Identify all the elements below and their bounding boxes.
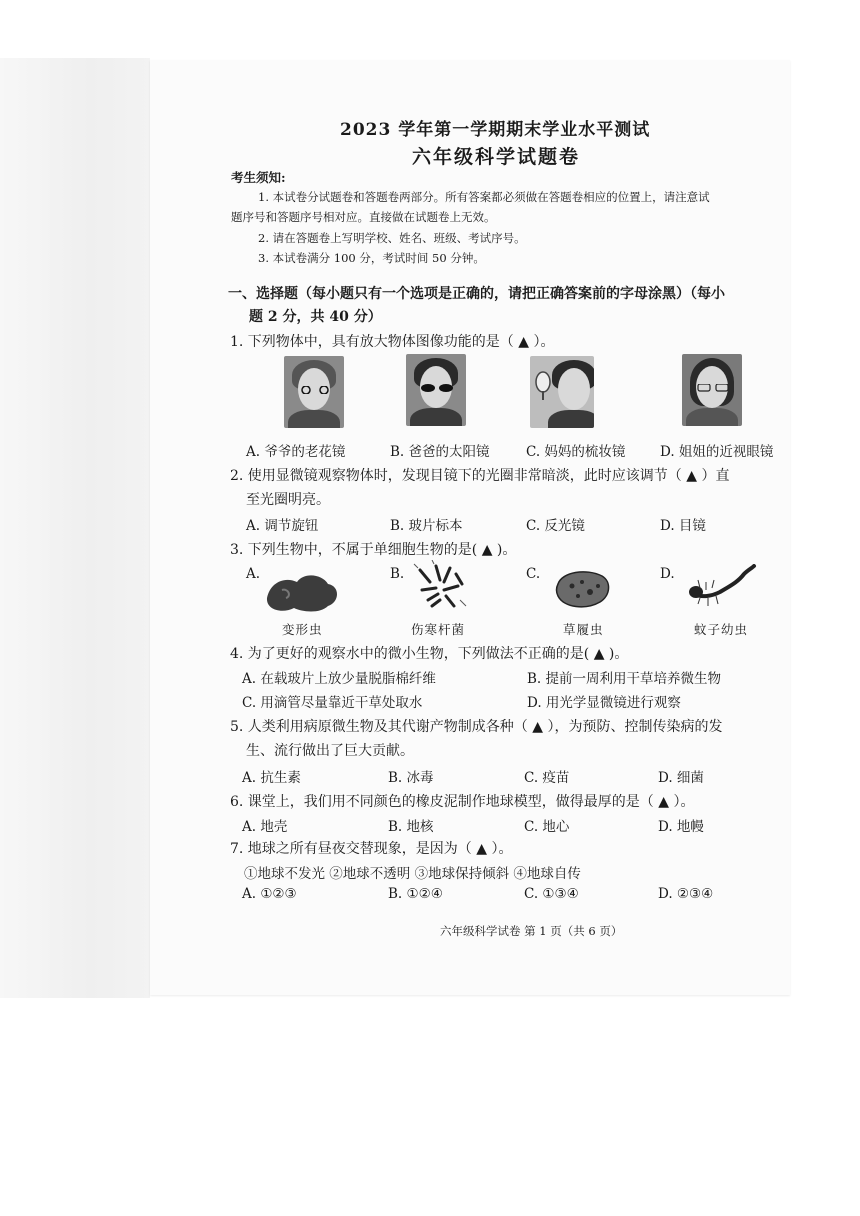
question-3-option-b[interactable]: B. [390, 566, 405, 582]
question-6-stem: 6. 课堂上，我们用不同颜色的橡皮泥制作地球模型，做得最厚的是（ ▲ ）。 [230, 794, 695, 810]
notice-heading: 考生须知: [231, 170, 286, 185]
question-7-stem: 7. 地球之所有昼夜交替现象，是因为（ ▲ ）。 [230, 841, 513, 857]
question-4-option-a[interactable]: A. 在载玻片上放少量脱脂棉纤维 [242, 671, 436, 687]
glasses-girl-photo-icon [682, 354, 742, 426]
paramecium-icon [552, 566, 614, 612]
question-1-option-b[interactable]: B. 爸爸的太阳镜 [390, 444, 490, 460]
question-3-option-a[interactable]: A. [246, 566, 261, 582]
question-3-label-a: 变形虫 [282, 622, 323, 637]
question-7-option-d[interactable]: D. ②③④ [658, 886, 714, 902]
scan-margin [0, 58, 150, 998]
question-1-option-a[interactable]: A. 爷爷的老花镜 [246, 444, 346, 460]
section-1-header-line-1: 一、选择题（每小题只有一个选项是正确的，请把正确答案前的字母涂黑）（每小 [228, 286, 725, 302]
question-6-option-c[interactable]: C. 地心 [524, 819, 570, 835]
question-3-stem: 3. 下列生物中，不属于单细胞生物的是( ▲ )。 [230, 542, 517, 558]
question-2-option-c[interactable]: C. 反光镜 [526, 518, 585, 534]
question-5-option-c[interactable]: C. 疫苗 [524, 770, 570, 786]
amoeba-icon [262, 568, 342, 616]
question-6-option-d[interactable]: D. 地幔 [658, 819, 704, 835]
grandpa-photo-icon [284, 356, 344, 428]
question-1-option-d[interactable]: D. 姐姐的近视眼镜 [660, 444, 774, 460]
exam-title: 2023 学年第一学期期末学业水平测试 [340, 120, 651, 140]
section-1-header-line-2: 题 2 分，共 40 分） [249, 309, 382, 325]
question-7-statements: ①地球不发光 ②地球不透明 ③地球保持倾斜 ④地球自传 [244, 866, 581, 882]
question-2-option-b[interactable]: B. 玻片标本 [390, 518, 463, 534]
question-5-option-a[interactable]: A. 抗生素 [242, 770, 301, 786]
notice-item-2: 2. 请在答题卷上写明学校、姓名、班级、考试序号。 [258, 231, 526, 245]
question-5-stem-line-1: 5. 人类利用病原微生物及其代谢产物制成各种（ ▲ ），为预防、控制传染病的发 [230, 719, 723, 735]
exam-subtitle: 六年级科学试题卷 [412, 146, 581, 168]
question-4-option-b[interactable]: B. 提前一周利用干草培养微生物 [527, 671, 722, 687]
question-2-option-a[interactable]: A. 调节旋钮 [246, 518, 319, 534]
question-5-option-b[interactable]: B. 冰毒 [388, 770, 434, 786]
question-5-stem-line-2: 生、流行做出了巨大贡献。 [246, 743, 414, 759]
page-footer: 六年级科学试卷 第 1 页（共 6 页） [440, 924, 623, 938]
question-3-option-c[interactable]: C. [526, 566, 541, 582]
notice-item-1-line-2: 题序号和答题序号相对应。直接做在试题卷上无效。 [231, 210, 496, 224]
question-2-stem-line-1: 2. 使用显微镜观察物体时，发现目镜下的光圈非常暗淡，此时应该调节（ ▲ ）直 [230, 468, 730, 484]
question-1-stem: 1. 下列物体中，具有放大物体图像功能的是（ ▲ ）。 [230, 334, 555, 350]
mirror-woman-photo-icon [530, 356, 594, 428]
question-6-option-a[interactable]: A. 地壳 [242, 819, 288, 835]
typhoid-bacillus-icon [410, 560, 470, 612]
question-1-option-c[interactable]: C. 妈妈的梳妆镜 [526, 444, 626, 460]
question-3-label-b: 伤寒杆菌 [411, 622, 466, 637]
sunglasses-man-photo-icon [406, 354, 466, 426]
question-4-option-c[interactable]: C. 用滴管尽量靠近干草处取水 [242, 695, 423, 711]
question-3-option-d[interactable]: D. [660, 566, 675, 582]
notice-item-3: 3. 本试卷满分 100 分，考试时间 50 分钟。 [258, 251, 485, 265]
question-2-option-d[interactable]: D. 目镜 [660, 518, 706, 534]
question-7-option-a[interactable]: A. ①②③ [242, 886, 297, 902]
question-2-stem-line-2: 至光圈明亮。 [246, 492, 330, 508]
question-6-option-b[interactable]: B. 地核 [388, 819, 434, 835]
question-3-label-c: 草履虫 [563, 622, 604, 637]
mosquito-larva-icon [686, 564, 758, 608]
question-7-option-b[interactable]: B. ①②④ [388, 886, 443, 902]
question-7-option-c[interactable]: C. ①③④ [524, 886, 579, 902]
notice-item-1-line-1: 1. 本试卷分试题卷和答题卷两部分。所有答案都必须做在答题卷相应的位置上，请注意试 [258, 190, 710, 204]
question-3-label-d: 蚊子幼虫 [694, 622, 749, 637]
question-4-stem: 4. 为了更好的观察水中的微小生物，下列做法不正确的是( ▲ )。 [230, 646, 629, 662]
question-5-option-d[interactable]: D. 细菌 [658, 770, 704, 786]
question-4-option-d[interactable]: D. 用光学显微镜进行观察 [527, 695, 681, 711]
